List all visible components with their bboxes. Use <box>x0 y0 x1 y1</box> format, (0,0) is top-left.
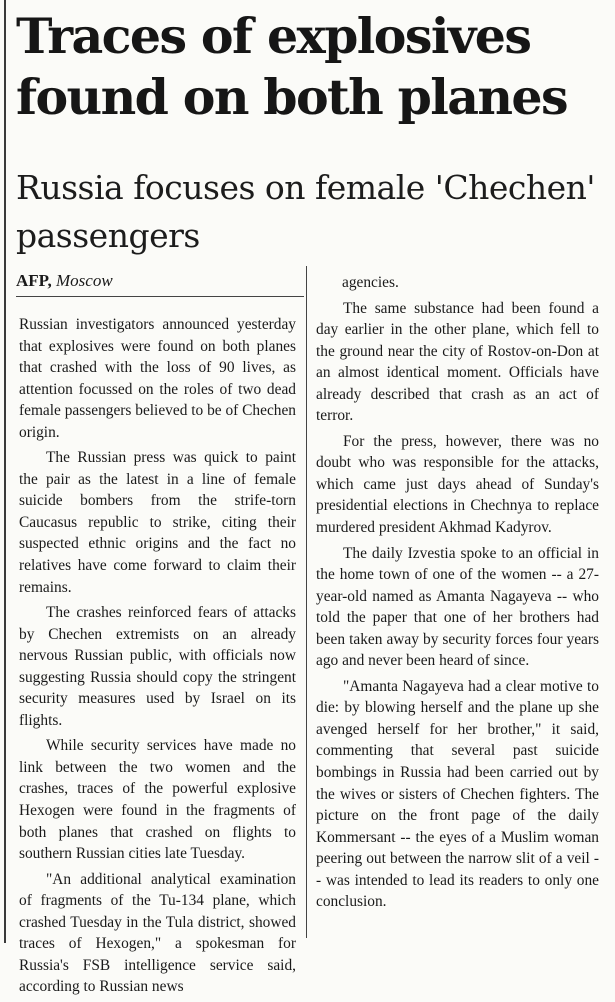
paragraph: Russian investigators announced yesterday that explosives were found on both planes that crashed with the loss of 90 lives, as attention focussed on the roles of two dead female passengers believed to be of Chechen origin. <box>19 316 296 441</box>
paragraph-continuation: agencies. <box>342 274 399 291</box>
paragraph: While security services have made no link between the two women and the crashes, traces of the powerful explosive Hexogen were found in the fragments of both planes that crashed on flights to southern Russian cities late Tuesday. <box>19 737 296 863</box>
byline <box>16 271 113 291</box>
left-margin-rule <box>4 0 6 943</box>
column-top-rule <box>16 296 304 297</box>
byline-location: Moscow <box>56 271 113 290</box>
article-subheadline: Russia focuses on female 'Chechen' passengers <box>16 168 595 255</box>
right-column <box>316 272 599 917</box>
paragraph: "An additional analytical examination of fragments of the Tu-134 plane, which crashed Tuesday in the Tula district, showed traces of Hexogen," a spokesman for Russia's FSB intelligence service said, according to Russian news <box>19 870 296 996</box>
left-column <box>19 314 296 1002</box>
paragraph: The Russian press was quick to paint the pair as the latest in a line of female suicide bombers from the strife-torn Caucasus republic to strike, citing their suspected ethnic origins and the fact no relatives have come forward to claim their remains. <box>19 449 296 596</box>
paragraph: The same substance had been found a day earlier in the other plane, which fell to the ground near the city of Rostov-on-Don at an almost identical moment. Officials have already described that crash as an act of terror. <box>316 299 599 425</box>
column-divider <box>306 266 307 938</box>
paragraph: The crashes reinforced fears of attacks by Chechen extremists on an already nervous Russian public, with officials now suggesting Russia should copy the stringent security measures used by Israel on its flights. <box>19 604 296 729</box>
article-headline: Traces of explosives found on both planes <box>16 7 567 126</box>
byline-agency: AFP, <box>16 271 52 290</box>
paragraph: For the press, however, there was no doubt who was responsible for the attacks, which came just days ahead of Sunday's presidential elections in Chechnya to replace murdered president Akhmad Kadyrov. <box>316 432 599 537</box>
paragraph: "Amanta Nagayeva had a clear motive to die: by blowing herself and the plane up she avenged herself for her brother," it said, commenting that several past suicide bombings in Russia had been carried out by the wives or sisters of Chechen fighters. The picture on the front page of the daily Kommersant -- the eyes of a Muslim woman peering out between the narrow slit of a veil -- was intended to lead its readers to only one conclusion. <box>316 677 599 911</box>
paragraph: The daily Izvestia spoke to an official in the home town of one of the women -- a 27-year-old named as Amanta Nagayeva -- who told the paper that one of her brothers had been taken away by security forces four years ago and never been heard of since. <box>316 544 599 670</box>
